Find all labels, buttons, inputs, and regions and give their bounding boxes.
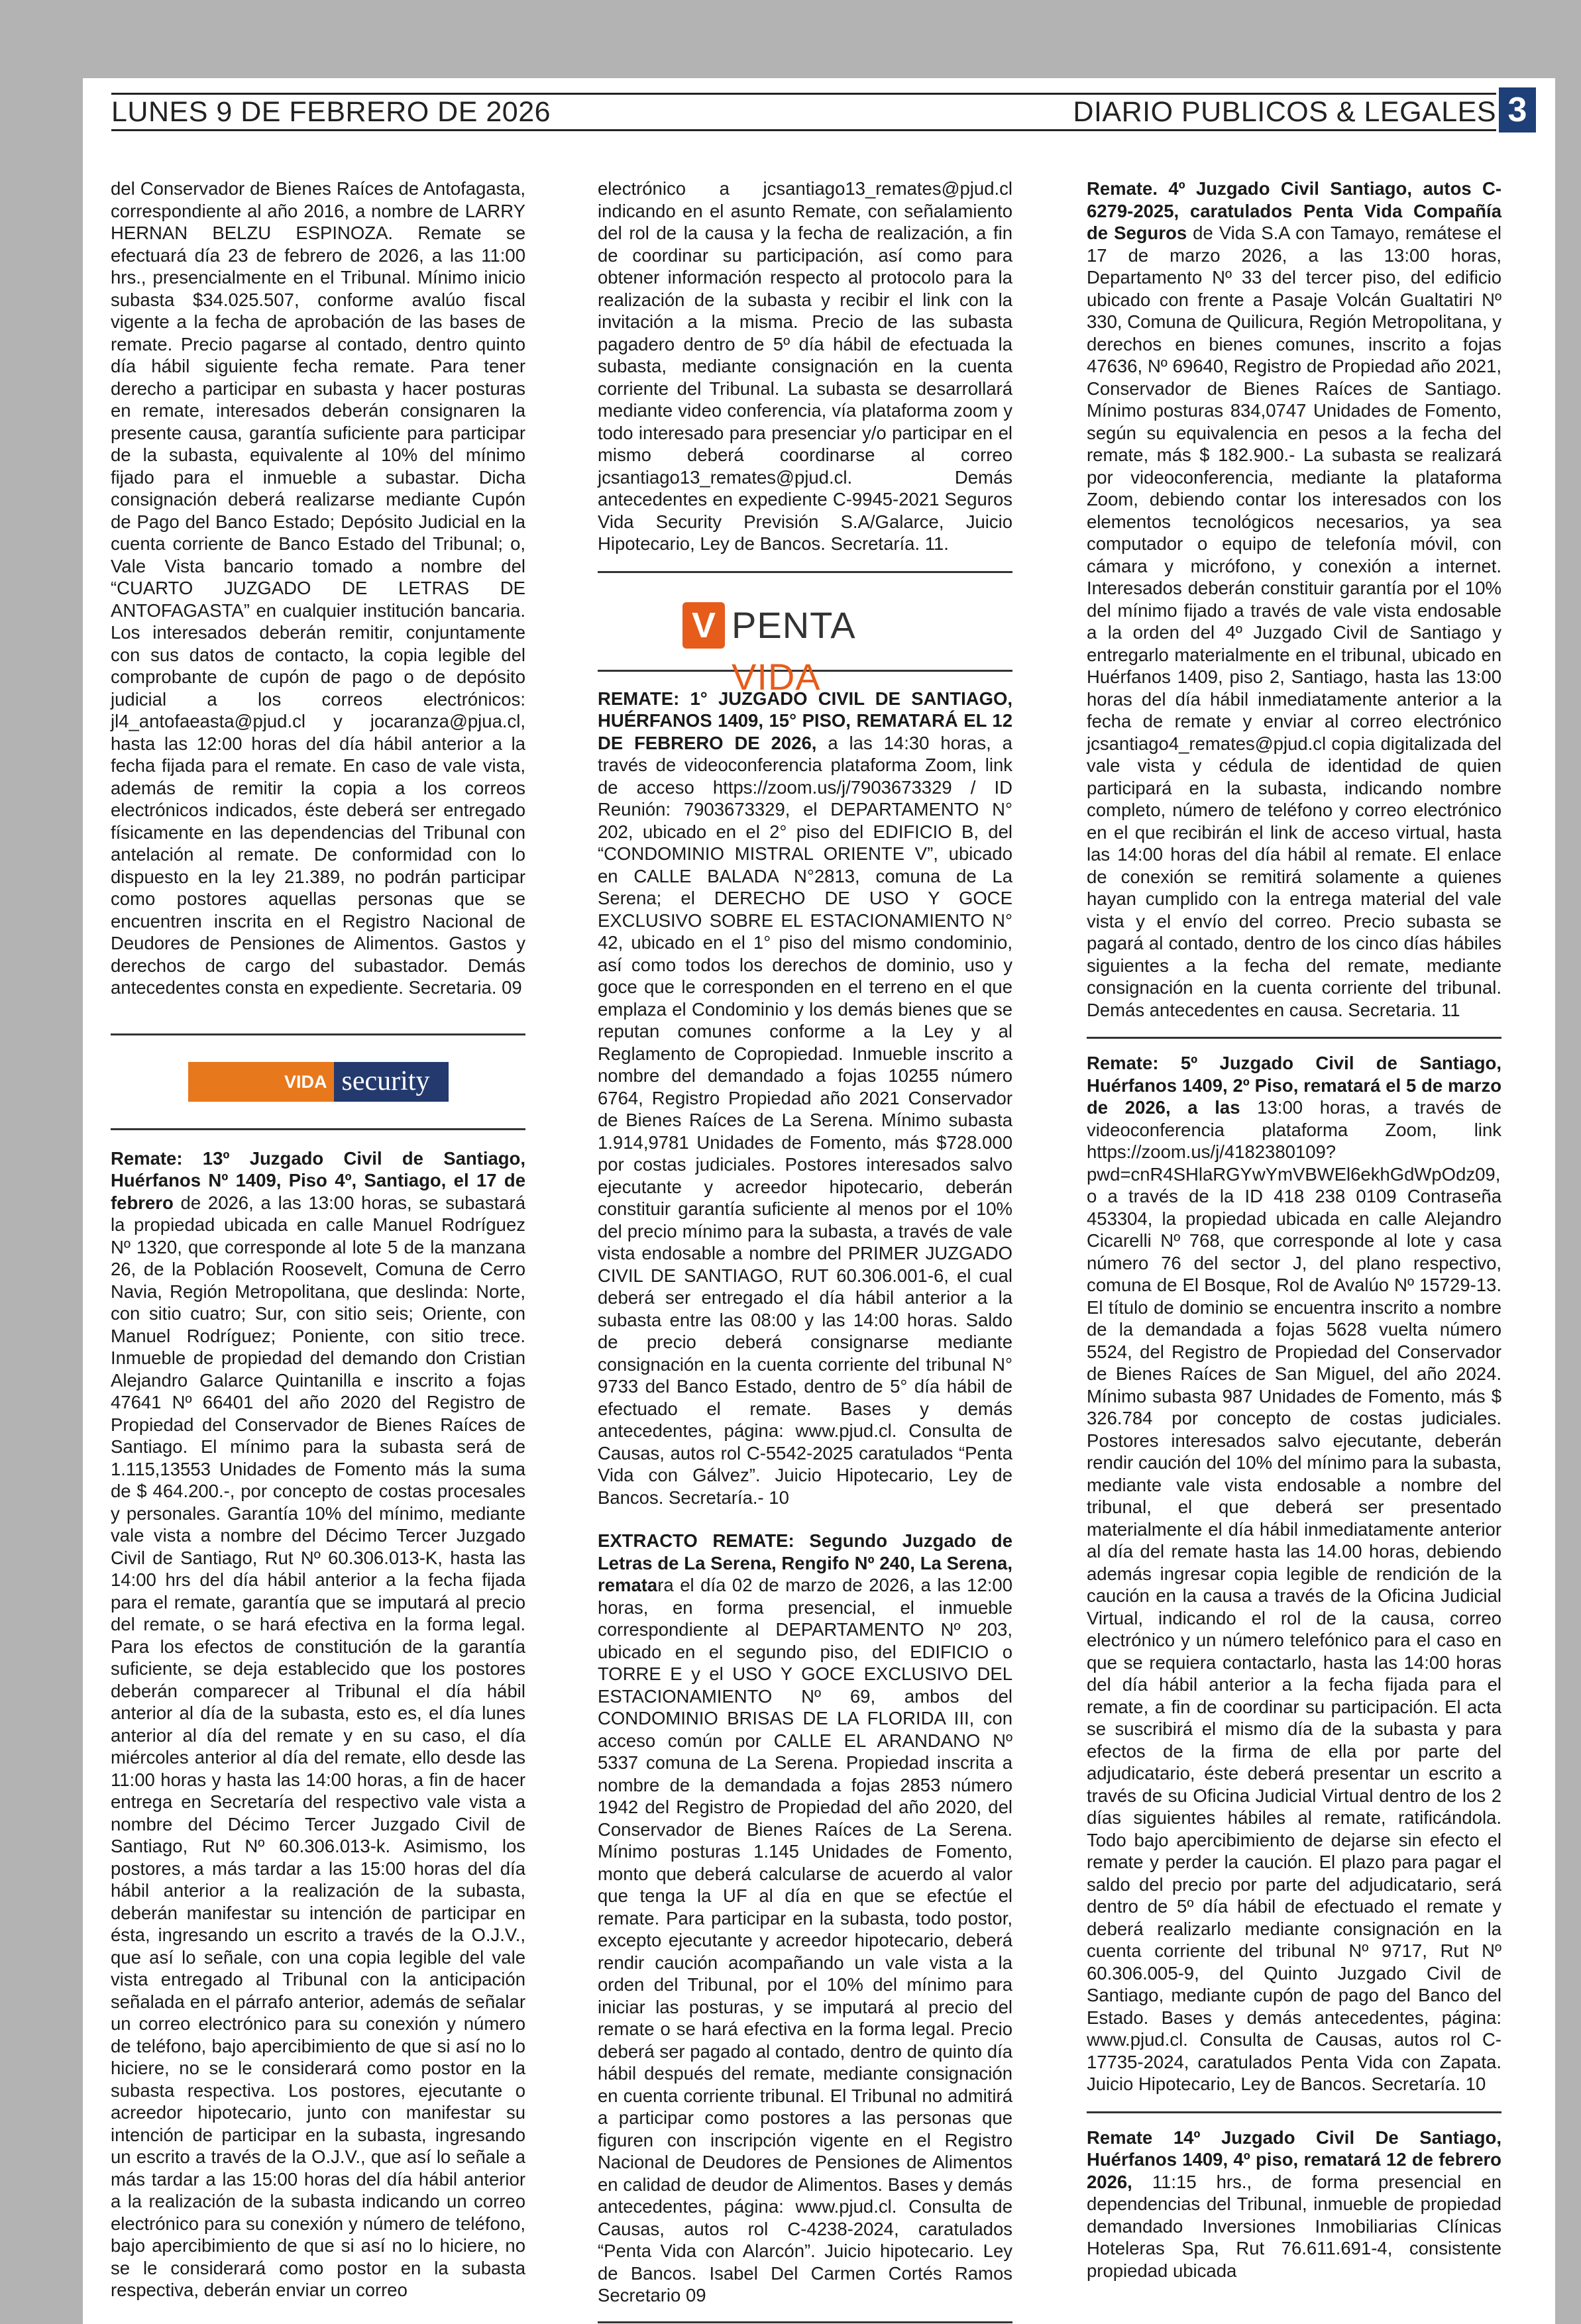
- notice-5-juzgado: [1087, 1052, 1501, 2095]
- page-number: 3: [1499, 87, 1536, 132]
- logo-vida-text: VIDA: [732, 655, 821, 698]
- notice-heading: EXTRACTO REMATE: Segundo Juzgado de Letras de La Serena, Rengifo Nº 240, La Serena, remata: [598, 1530, 1012, 1595]
- notice-heading: Remate: 13º Juzgado Civil de Santiago, Huérfanos Nº 1409, Piso 4º, Santiago, el 17 de febrero: [111, 1147, 525, 1213]
- notice-1-juzgado: [598, 688, 1012, 1509]
- page-header: [111, 93, 1496, 131]
- divider: [111, 1033, 525, 1035]
- notice-heading: Remate: 5º Juzgado Civil de Santiago, Huérfanos 1409, 2º Piso, rematará el 5 de marzo de 2026, a las: [1087, 1053, 1501, 1118]
- vida-security-ad: [111, 1062, 525, 1102]
- header-date: LUNES 9 DE FEBRERO DE 2026: [111, 96, 551, 128]
- penta-vida-ad: [598, 600, 1012, 698]
- column-3: [1087, 178, 1501, 2282]
- penta-vida-logo: [682, 600, 928, 698]
- divider: [598, 2321, 1012, 2323]
- notice-13-juzgado: [111, 1147, 525, 2301]
- column-2: [598, 178, 1012, 2323]
- column-1: [111, 178, 525, 2301]
- notice-body: ra el día 02 de marzo de 2026, a las 12:00 horas, en forma presencial, el inmueble correspondiente al DEPARTAMENTO Nº 203, ubicado en el segundo piso, del EDIFICIO o TORRE E y el USO Y GOCE EXCLUSIVO DEL ESTACIONAMIENTO Nº 69, ambos del CONDOMINIO BRISAS DE LA FLORIDA III, con acceso común por CALLE EL ARANDANO Nº 5337 comuna de La Serena. Propiedad inscrita a nombre de la demandada a fojas 2853 número 1942 del Registro de Propiedad del año 2020, del Conservador de Bienes Raíces de La Serena. Mínimo posturas 1.145 Unidades de Fomento, monto que deberá calcularse de acuerdo al valor que tenga la UF al día en que se efectúe el remate. Para participar en la subasta, todo postor, excepto ejecutante y acreedor hipotecario, deberá rendir caución acompañando un vale vista a la orden del Tribunal, por el 10% del mínimo para iniciar las posturas, y se imputará al precio del remate o se hará efectiva en la forma legal. Precio deberá ser pagado al contado, dentro de quinto día hábil después del remate, mediante consignación en cuenta corriente tribunal. El Tribunal no admitirá a participar como postores a las personas que figuren con inscripción vigente en el Registro Nacional de Deudores de Pensiones de Alimentos en calidad de deudor de Alimentos. Bases y demás antecedentes, página: www.pjud.cl. Consulta de Causas, autos rol C-4238-2024, caratulados “Penta Vida con Alarcón”. Juicio hipotecario. Ley de Bancos. Isabel Del Carmen Cortés Ramos Secretario 09: [598, 1575, 1012, 2305]
- notice-heading: Remate 14º Juzgado Civil De Santiago, Huérfanos 1409, 4º piso, rematará 12 de febrero 2026,: [1087, 2127, 1501, 2192]
- divider: [1087, 1037, 1501, 1039]
- notice-body: de 2026, a las 13:00 horas, se subastará la propiedad ubicada en calle Manuel Rodríguez Nº 1320, que corresponde al lote 5 de la manzana 26, de la Población Roosevelt, Comuna de Cerro Navia, Región Metropolitana, que deslinda: Norte, con sitio cuatro; Sur, con sitio seis; Oriente, con Manuel Rodríguez; Poniente, con sitio trece. Inmueble de propiedad del demando don Cristian Alejandro Galarce Quintanilla e inscrito a fojas 47641 Nº 66401 del año 2020 del Registro de Propiedad del Conservador de Bienes Raíces de Santiago. El mínimo para la subasta será de 1.115,13553 Unidades de Fomento más la suma de $ 464.200.-, por concepto de costas procesales y personales. Garantía 10% del mínimo, mediante vale vista a nombre del Décimo Tercer Juzgado Civil de Santiago, Rut Nº 60.306.013-K, hasta las 14:00 hrs del día hábil anterior a la fecha fijada para el remate, garantía que se imputará al precio del remate, o se hará efectiva en la forma legal. Para los efectos de constitución de la garantía suficiente, se deja establecido que los postores deberán comparecer al Tribunal el día hábil anterior al día de la subasta, esto es, el día lunes anterior al día del remate y en su caso, el día miércoles anterior al día del remate, ello desde las 11:00 horas y hasta las 14:00 horas, a fin de hacer entrega en Secretaría del respectivo vale vista a nombre del Décimo Tercer Juzgado Civil de Santiago, Rut Nº 60.306.013-k. Asimismo, los postores, a más tardar a las 15:00 horas del día hábil anterior a la realización de la subasta, deberán manifestar su intención de participar en ésta, ingresando un escrito a través de la O.J.V., que así lo señale, con una copia legible del vale vista entregado al Tribunal con la anticipación señalada en el párrafo anterior, además de señalar un correo electrónico para su conexión y número de teléfono, bajo apercibimiento de que si así no lo hiciere, no se le considerará como postor en la subasta respectiva. Los postores, ejecutante o acreedor hipotecario, junto con manifestar su intención de participar en la subasta, ingresando un escrito a través de la O.J.V., que así lo señale a más tardar a las 15:00 horas del día hábil anterior a la realización de la subasta indicando un correo electrónico para su conexión y número de teléfono, bajo apercibimiento de que si así no lo hiciere, no se le considerará como postor en la subasta respectiva, deberán enviar un correo: [111, 1192, 525, 2300]
- notice-4-juzgado: [1087, 178, 1501, 1021]
- notice-body: de Vida S.A con Tamayo, remátese el 17 de marzo 2026, a las 13:00 horas, Departamento Nº 33 del tercer piso, del edificio ubicado con frente a Pasaje Volcán Gualtatiri Nº 330, Comuna de Quilicura, Región Metropolitana, y derechos en bienes comunes, inscrito a fojas 47636, Nº 69640, Registro de Propiedad año 2021, Conservador de Bienes Raíces de Santiago. Mínimo posturas 834,0747 Unidades de Fomento, según su equivalencia en pesos a la fecha del remate, más $ 182.900.- La subasta se realizará por videoconferencia, mediante la plataforma Zoom, debiendo contar los interesados con los elementos tecnológicos necesarios, ya sea computador o equipo de telefonía móvil, con cámara y micrófono, y conexión a internet. Interesados deberán constituir garantía por el 10% del mínimo fijado a través de vale vista endosable a la orden del 4º Juzgado Civil de Santiago y entregarlo materialmente en el tribunal, ubicado en Huérfanos 1409, piso 2, Santiago, hasta las 13:00 horas del día hábil inmediatamente anterior a la fecha de remate y enviar al correo electrónico jcsantiago4_remates@pjud.cl copia digitalizada del vale vista y cédula de identidad de quien participará en la subasta, indicando nombre completo, número de teléfono y correo electrónico en el que recibirán el link de acceso virtual, hasta las 14:00 horas del día hábil al remate. El enlace de conexión se remitirá solamente a quienes hayan cumplido con la entrega material del vale vista y el envío del correo. Precio subasta se pagará al contado, dentro de los cinco días hábiles siguientes a la fecha del remate, mediante consignación en la cuenta corriente del tribunal. Demás antecedentes en causa. Secretaria. 11: [1087, 223, 1501, 1020]
- notice-heading: Remate. 4º Juzgado Civil Santiago, autos C-6279-2025, caratulados Penta Vida Compañía de Seguros: [1087, 178, 1501, 243]
- logo-penta-text: PENTA: [732, 604, 854, 646]
- notice-13-juzgado-cont: electrónico a jcsantiago13_remates@pjud.cl indicando en el asunto Remate, con señalamiento del rol de la causa y la fecha de realización, a fin de coordinar su participación, así como para obtener información respecto al protocolo para la realización de la subasta y recibir el link con la invitación a la misma. Precio de las subasta pagadero dentro de 5º día hábil de efectuada la subasta, mediante consignación en la cuenta corriente del Tribunal. La subasta se desarrollará mediante video conferencia, vía plataforma zoom y todo interesado para presenciar y/o participar en el mismo deberá coordinarse al correo jcsantiago13_remates@pjud.cl. Demás antecedentes en expediente C-9945-2021 Seguros Vida Security Previsión S.A/Galarce, Juicio Hipotecario, Ley de Bancos. Secretaría. 11.: [598, 178, 1012, 554]
- notice-body: 13:00 horas, a través de videoconferencia plataforma Zoom, link https://zoom.us/j/4182380109?pwd=cnR4SHlaRGYwYmVBWEl6ekhGdWpOdz09, o a través de la ID 418 238 0109 Contraseña 453304, la propiedad ubicada en calle Alejandro Cicarelli Nº 768, que corresponde al lote y casa número 76 del sector J, del plano respectivo, comuna de El Bosque, Rol de Avalúo Nº 15729-13. El título de dominio se encuentra inscrito a nombre de la demandada a fojas 5628 vuelta número 5524, del Registro de Propiedad del Conservador de Bienes Raíces de San Miguel, del año 2024. Mínimo subasta 987 Unidades de Fomento, más $ 326.784 por concepto de costas judiciales. Postores interesados salvo ejecutante, deberán rendir caución del 10% del mínimo para la subasta, mediante vale vista endosable a nombre del tribunal, el que deberá ser presentado materialmente el día hábil inmediatamente anterior al día del remate hasta las 14.00 horas, debiendo además ingresar copia legible de rendición de la caución en la causa a través de la Oficina Judicial Virtual, indicando el rol de la causa, correo electrónico y un número telefónico para el caso en que se requiera contactarlo, hasta las 14:00 horas del día hábil anterior a la fecha fijada para el remate, a fin de coordinar su participación. El acta se suscribirá el mismo día de la subasta y para efectos de la firma de ella por parte del adjudicatario, éste deberá presentar un escrito a través de su Oficina Judicial Virtual dentro de los 2 días siguientes hábiles al remate, ratificándola. Todo bajo apercibimiento de dejarse sin efecto el remate y perder la caución. El plazo para pagar el saldo del precio por parte del adjudicatario, será dentro de 5º día hábil de efectuado el remate y deberá realizarlo mediante consignación en la cuenta corriente del tribunal Nº 9717, Rut Nº 60.306.005-9, del Quinto Juzgado Civil de Santiago, mediante cupón de pago del Banco del Estado. Bases y demás antecedentes, página: www.pjud.cl. Consulta de Causas, autos rol C-17735-2024, caratulados Penta Vida con Zapata. Juicio Hipotecario, Ley de Bancos. Secretaría. 10: [1087, 1097, 1501, 2094]
- logo-security-text: security: [341, 1065, 430, 1096]
- notice-heading: REMATE: 1° JUZGADO CIVIL DE SANTIAGO, HUÉRFANOS 1409, 15° PISO, REMATARÁ EL 12 DE FEBRERO DE 2026,: [598, 688, 1012, 753]
- divider: [598, 571, 1012, 573]
- divider: [111, 1128, 525, 1130]
- notice-body: 11:15 hrs., de forma presencial en dependencias del Tribunal, inmueble de propiedad demandado Inversiones Inmobiliarias Clínicas Hoteleras Spa, Rut 76.611.691-4, consistente propiedad ubicada: [1087, 2171, 1501, 2281]
- notice-la-serena: [598, 1530, 1012, 2307]
- divider: [1087, 2111, 1501, 2113]
- notice-antofagasta: del Conservador de Bienes Raíces de Antofagasta, correspondiente al año 2016, a nombre de LARRY HERNAN BELZU ESPINOZA. Remate se efectuará día 23 de febrero de 2026, a las 11:00 hrs., presencialmente en el Tribunal. Mínimo inicio subasta $34.025.507, conforme avalúo fiscal vigente a la fecha de aprobación de las bases de remate. Precio pagarse al contado, dentro quinto día hábil siguiente fecha remate. Para tener derecho a participar en subasta y hacer posturas en remate, interesados deberán consignaren la presente causa, garantía suficiente para participar de la subasta, equivalente al 10% del mínimo fijado para el inmueble a subastar. Dicha consignación deberá realizarse mediante Cupón de Pago del Banco Estado; Depósito Judicial en la cuenta corriente de Banco Estado del Tribunal; o, Vale Vista bancario tomado a nombre del “CUARTO JUZGADO DE LETRAS DE ANTOFAGASTA” en cualquier institución bancaria. Los interesados deberán remitir, conjuntamente con sus datos de contacto, la copia legible del comprobante de cupón de pago o de depósito judicial a los correos electrónicos: jl4_antofaeasta@pjud.cl y jocaranza@pjua.cl, hasta las 12:00 horas del día hábil anterior a la fecha fijada para el remate. En caso de vale vista, además de remitir la copia a los correos electrónicos indicados, éste deberá ser entregado físicamente en las dependencias del Tribunal con antelación al remate. De conformidad con lo dispuesto en la ley 21.389, no podrán participar como postores aquellas personas que se encuentren inscrita en el Registro Nacional de Deudores de Pensiones de Alimentos. Gastos y derechos de cargo del subastador. Demás antecedentes consta en expediente. Secretaria. 09: [111, 178, 525, 998]
- notice-14-juzgado: [1087, 2127, 1501, 2282]
- logo-vida-text: VIDA: [284, 1071, 327, 1092]
- notice-body: a las 14:30 horas, a través de videoconferencia plataforma Zoom, link de acceso https://zoom.us/j/7903673329 / ID Reunión: 7903673329, el DEPARTAMENTO N° 202, ubicado en el 2° piso del EDIFICIO B, del “CONDOMINIO MISTRAL ORIENTE V”, ubicado en CALLE BALADA N°2813, comuna de La Serena; el DERECHO DE USO Y GOCE EXCLUSIVO SOBRE EL ESTACIONAMIENTO N° 42, ubicado en el 1° piso del mismo condominio, así como todos los derechos de dominio, uso y goce que le corresponden en el terreno en el que emplaza el Condominio y los demás bienes que se reputan comunes conforme a la Ley y al Reglamento de Copropiedad. Inmueble inscrito a nombre del demandado a fojas 10255 número 6764, Registro Propiedad año 2021 Conservador de Bienes Raíces de La Serena. Mínimo subasta 1.914,9781 Unidades de Fomento, más $728.000 por costas judiciales. Postores interesados salvo ejecutante y acreedor hipotecario, deberán constituir garantía suficiente al menos por el 10% del precio mínimo para la subasta, a través de vale vista endosable a nombre del PRIMER JUZGADO CIVIL DE SANTIAGO, RUT 60.306.001-6, el cual deberá ser entregado el día hábil anterior a la subasta entre las 08:00 y las 14:00 horas. Saldo de precio deberá consignarse mediante consignación en la cuenta corriente del tribunal N° 9733 del Banco Estado, dentro de 5° día hábil de efectuado el remate. Bases y demás antecedentes, página: www.pjud.cl. Consulta de Causas, autos rol C-5542-2025 caratulados “Penta Vida con Gálvez”. Juicio Hipotecario, Ley de Bancos. Secretaría.- 10: [598, 732, 1012, 1508]
- vida-security-logo: [188, 1062, 449, 1102]
- penta-v-icon: V: [691, 605, 716, 645]
- header-publication: DIARIO PUBLICOS & LEGALES: [1073, 96, 1496, 128]
